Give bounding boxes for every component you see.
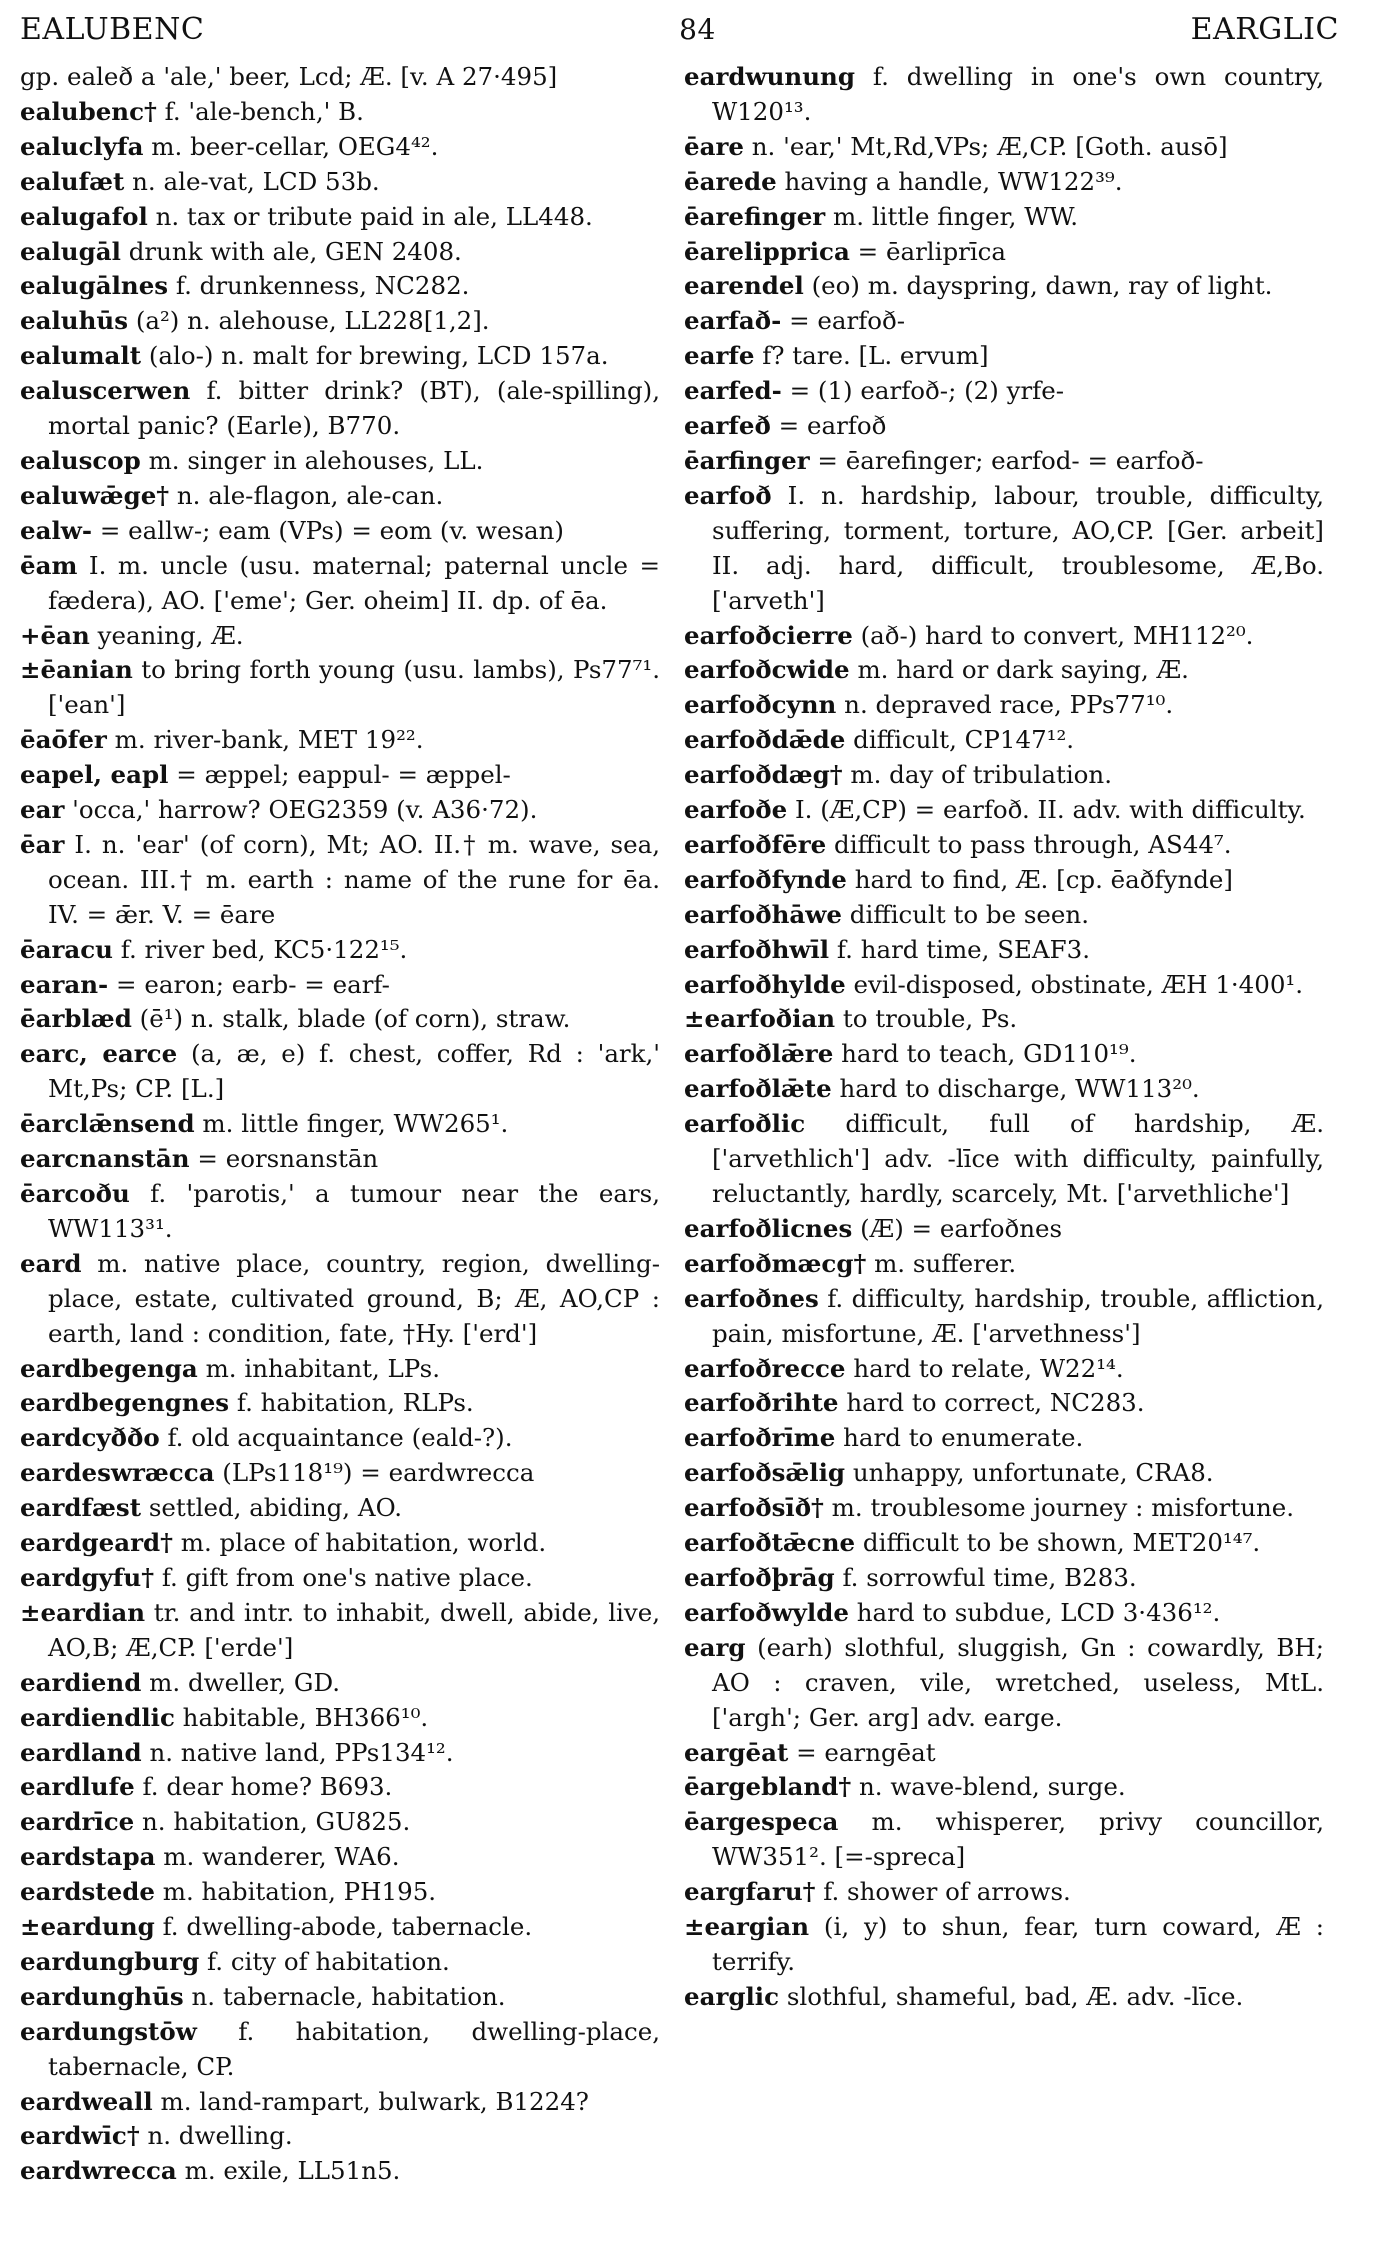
entry-headword: eargfaru†: [684, 1877, 816, 1907]
dictionary-entry: [684, 1910, 1324, 1980]
entry-headword: earglic: [684, 1981, 780, 2011]
entry-headword: earfoðhwīl: [684, 934, 830, 964]
dictionary-entry: [20, 2015, 660, 2085]
dictionary-entry: [684, 1805, 1324, 1875]
dictionary-entry: [20, 2085, 660, 2120]
dictionary-entry: [684, 793, 1324, 828]
entry-headword: earfoðlic: [684, 1109, 806, 1139]
dictionary-entry: [20, 619, 660, 654]
dictionary-entry: [20, 828, 660, 933]
entry-definition: = earon; earb- = earf-: [116, 969, 390, 999]
dictionary-entry: [684, 619, 1324, 654]
entry-headword: earfoðlicnes: [684, 1213, 853, 1243]
entry-headword: eardgyfu†: [20, 1562, 155, 1592]
entry-headword: ealuclyfa: [20, 131, 144, 161]
entry-definition: m. land-rampart, bulwark, B1224?: [160, 2086, 589, 2116]
dictionary-entry: [20, 1875, 660, 1910]
entry-headword: earfoðcierre: [684, 620, 853, 650]
entry-headword: ±eargian: [684, 1912, 810, 1942]
dictionary-entry: [684, 968, 1324, 1003]
entry-definition: m. little finger, WW.: [833, 201, 1079, 231]
dictionary-entry: [684, 269, 1324, 304]
entry-headword: eardbegengnes: [20, 1388, 230, 1418]
entry-headword: earfoðþrāg: [684, 1562, 835, 1592]
dictionary-entry: [684, 723, 1324, 758]
right-column: [684, 60, 1324, 2189]
dictionary-entry: [684, 1247, 1324, 1282]
entry-definition: m. native place, country, region, dwelling-place, estate, cultivated ground, B; Æ, AO,CP : earth, land : condition, fate, †Hy. ['erd']: [48, 1248, 660, 1348]
dictionary-entry: [20, 165, 660, 200]
dictionary-entry: [684, 339, 1324, 374]
entry-headword: ±earfoðian: [684, 1004, 836, 1034]
entry-definition: I. (Æ,CP) = earfoð. II. adv. with difficulty.: [794, 795, 1306, 825]
dictionary-entry: [684, 1421, 1324, 1456]
dictionary-entry: [20, 968, 660, 1003]
entry-headword: eardcyððo: [20, 1423, 160, 1453]
left-column: [20, 60, 660, 2189]
entry-headword: eardland: [20, 1737, 142, 1767]
entry-definition: m. place of habitation, world.: [180, 1528, 547, 1558]
dictionary-entry: [20, 1840, 660, 1875]
entry-headword: ealugāl: [20, 236, 121, 266]
dictionary-entry: [684, 60, 1324, 130]
entry-headword: earfoðsīð†: [684, 1493, 824, 1523]
entry-headword: earfeð: [684, 411, 771, 441]
entry-headword: ēaōfer: [20, 725, 107, 755]
entry-definition: = ēarefinger; earfod- = earfoð-: [817, 445, 1204, 475]
entry-definition: evil-disposed, obstinate, ÆH 1·400¹.: [853, 969, 1304, 999]
entry-definition: to bring forth young (usu. lambs), Ps77⁷¹. ['ean']: [48, 655, 660, 720]
entry-definition: f. dear home? B693.: [142, 1772, 393, 1802]
dictionary-entry: [684, 1002, 1324, 1037]
entry-headword: ēargebland†: [684, 1772, 852, 1802]
dictionary-entry: [684, 1631, 1324, 1736]
dictionary-entry: [684, 235, 1324, 270]
entry-headword: earfoð: [684, 480, 772, 510]
dictionary-entry: [684, 304, 1324, 339]
entry-headword: earfoðtǣcne: [684, 1528, 856, 1558]
dictionary-entry: [20, 1561, 660, 1596]
entry-headword: earfoðrecce: [684, 1353, 846, 1383]
entry-headword: earfoðcynn: [684, 690, 837, 720]
entry-definition: (LPs118¹⁹) = eardwrecca: [222, 1458, 535, 1488]
dictionary-entry: [20, 479, 660, 514]
header-left-guideword: EALUBENC: [20, 12, 205, 47]
entry-headword: ēare: [684, 131, 744, 161]
entry-definition: difficult to pass through, AS44⁷.: [834, 829, 1232, 859]
dictionary-entry: [20, 1736, 660, 1771]
entry-headword: eardlufe: [20, 1772, 135, 1802]
entry-headword: ēarclǣnsend: [20, 1109, 195, 1139]
entry-headword: ealuhūs: [20, 306, 129, 336]
dictionary-entry: [20, 514, 660, 549]
dictionary-entry: [20, 1421, 660, 1456]
dictionary-entry: [684, 1282, 1324, 1352]
entry-definition: = æppel; eappul- = æppel-: [176, 760, 511, 790]
dictionary-entry: [684, 479, 1324, 619]
entry-definition: f. bitter drink? (BT), (ale-spilling), mortal panic? (Earle), B770.: [48, 376, 660, 441]
entry-headword: eardungburg: [20, 1946, 200, 1976]
dictionary-entry: [684, 1352, 1324, 1387]
header-right-guideword: EARGLIC: [1190, 12, 1339, 47]
entry-definition: (ē¹) n. stalk, blade (of corn), straw.: [139, 1004, 571, 1034]
entry-headword: earfoðdæg†: [684, 760, 843, 790]
entry-definition: f. city of habitation.: [207, 1946, 450, 1976]
entry-headword: eardiend: [20, 1667, 142, 1697]
page-number: 84: [679, 13, 716, 46]
entry-headword: eardstapa: [20, 1842, 156, 1872]
dictionary-entry: [684, 374, 1324, 409]
entry-definition: having a handle, WW122³⁹.: [784, 166, 1123, 196]
entry-headword: eardwīc†: [20, 2121, 140, 2151]
columns: [20, 60, 1339, 2189]
entry-headword: eardstede: [20, 1877, 155, 1907]
dictionary-entry: [20, 444, 660, 479]
entry-definition: m. dweller, GD.: [149, 1667, 340, 1697]
entry-definition: f. dwelling in one's own country, W120¹³.: [712, 62, 1324, 126]
dictionary-entry: [20, 1596, 660, 1666]
entry-headword: ēarcoðu: [20, 1179, 130, 1208]
entry-definition: hard to teach, GD110¹⁹.: [841, 1039, 1137, 1069]
dictionary-entry: [684, 1072, 1324, 1107]
entry-headword: earfoðdǣde: [684, 725, 846, 755]
entry-headword: ±eardian: [20, 1597, 146, 1627]
entry-definition: (að-) hard to convert, MH112²⁰.: [860, 620, 1254, 650]
entry-headword: eardweall: [20, 2086, 153, 2116]
entry-headword: eardfæst: [20, 1493, 142, 1523]
entry-definition: difficult to be shown, MET20¹⁴⁷.: [862, 1528, 1261, 1558]
dictionary-entry: [20, 1352, 660, 1387]
entry-headword: earfoðmæcg†: [684, 1248, 867, 1278]
entry-definition: m. beer-cellar, OEG4⁴².: [151, 131, 439, 161]
dictionary-entry: [20, 269, 660, 304]
entry-definition: = (1) earfoð-; (2) yrfe-: [789, 376, 1064, 406]
entry-headword: ealw-: [20, 515, 93, 545]
entry-headword: eardeswræcca: [20, 1458, 215, 1488]
dictionary-entry: [20, 1107, 660, 1142]
dictionary-entry: [20, 1701, 660, 1736]
entry-definition: = eorsnanstān: [197, 1144, 379, 1174]
dictionary-entry: [20, 130, 660, 165]
entry-headword: ±eardung: [20, 1912, 155, 1942]
entry-headword: eardwrecca: [20, 2156, 177, 2186]
entry-definition: unhappy, unfortunate, CRA8.: [852, 1458, 1214, 1488]
entry-definition: difficult, full of hardship, Æ. ['arvethlich'] adv. -līce with difficulty, painfully, reluctantly, hardly, scarcely, Mt. ['arvethliche']: [712, 1109, 1324, 1208]
entry-headword: eardrīce: [20, 1807, 135, 1837]
entry-headword: ēam: [20, 550, 78, 580]
entry-definition: I. m. uncle (usu. maternal; paternal uncle = fædera), AO. ['eme'; Ger. oheim] II. dp. of ēa.: [48, 550, 660, 615]
dictionary-entry: [20, 1666, 660, 1701]
dictionary-entry: [684, 130, 1324, 165]
entry-definition: difficult to be seen.: [849, 899, 1089, 929]
entry-headword: earc, earce: [20, 1039, 178, 1069]
entry-definition: (i, y) to shun, fear, turn coward, Æ : terrify.: [712, 1912, 1324, 1976]
dictionary-entry: [20, 1456, 660, 1491]
entry-definition: gp. ealeð a 'ale,' beer, Lcd; Æ. [v. A 27·495]: [20, 62, 558, 91]
entry-definition: = earfoð: [778, 411, 887, 441]
dictionary-entry: [20, 1386, 660, 1421]
entry-headword: ēargespeca: [684, 1807, 839, 1837]
entry-definition: = eallw-; eam (VPs) = eom (v. wesan): [99, 515, 564, 545]
entry-definition: n. tabernacle, habitation.: [191, 1981, 506, 2011]
dictionary-entry: [20, 1247, 660, 1352]
entry-headword: ealumalt: [20, 341, 142, 371]
dictionary-entry: [20, 723, 660, 758]
dictionary-entry: [20, 1491, 660, 1526]
dictionary-entry: [20, 549, 660, 619]
dictionary-entry: [20, 1037, 660, 1107]
dictionary-entry: [684, 165, 1324, 200]
dictionary-entry: [20, 1770, 660, 1805]
entry-definition: 'occa,' harrow? OEG2359 (v. A36·72).: [72, 795, 538, 825]
entry-definition: (alo-) n. malt for brewing, LCD 157a.: [148, 341, 609, 371]
entry-definition: hard to subdue, LCD 3·436¹².: [856, 1597, 1221, 1627]
dictionary-entry: [20, 1177, 660, 1247]
entry-headword: earg: [684, 1632, 746, 1662]
entry-headword: ealufæt: [20, 166, 125, 196]
entry-headword: ēarefinger: [684, 201, 826, 231]
dictionary-entry: [684, 1456, 1324, 1491]
dictionary-entry: [684, 1491, 1324, 1526]
dictionary-entry: [684, 758, 1324, 793]
entry-definition: hard to relate, W22¹⁴.: [853, 1353, 1124, 1383]
entry-definition: (earh) slothful, sluggish, Gn : cowardly, BH; AO : craven, vile, wretched, useless, MtL. ['argh'; Ger. arg] adv. earge.: [712, 1632, 1324, 1732]
entry-definition: tr. and intr. to inhabit, dwell, abide, live, AO,B; Æ,CP. ['erde']: [48, 1597, 660, 1662]
entry-definition: n. depraved race, PPs77¹⁰.: [844, 690, 1174, 720]
dictionary-entry: [20, 304, 660, 339]
entry-headword: earendel: [684, 271, 804, 301]
entry-headword: earfoðlǣre: [684, 1039, 834, 1069]
entry-definition: to trouble, Ps.: [842, 1004, 1018, 1034]
entry-definition: m. troublesome journey : misfortune.: [831, 1493, 1295, 1523]
entry-definition: hard to correct, NC283.: [846, 1388, 1145, 1418]
entry-definition: (a²) n. alehouse, LL228[1,2].: [135, 306, 490, 336]
entry-definition: f. sorrowful time, B283.: [842, 1562, 1137, 1592]
dictionary-entry: [20, 2154, 660, 2189]
entry-headword: earfoðe: [684, 795, 788, 825]
dictionary-entry: [684, 1875, 1324, 1910]
entry-headword: earfoðfynde: [684, 864, 847, 894]
entry-definition: n. dwelling.: [147, 2121, 293, 2151]
entry-definition: n. tax or tribute paid in ale, LL448.: [155, 201, 593, 231]
dictionary-entry: [684, 1526, 1324, 1561]
dictionary-entry: [20, 1945, 660, 1980]
dictionary-entry: [20, 95, 660, 130]
entry-definition: f. habitation, dwelling-place, tabernacle, CP.: [48, 2016, 660, 2081]
entry-definition: (Æ) = earfoðnes: [860, 1213, 1063, 1243]
entry-headword: eardgeard†: [20, 1528, 173, 1558]
entry-headword: earfoðcwide: [684, 655, 850, 685]
dictionary-entry: [20, 200, 660, 235]
dictionary-entry: [20, 653, 660, 723]
dictionary-entry: [20, 1980, 660, 2015]
entry-definition: m. exile, LL51n5.: [184, 2156, 401, 2186]
dictionary-entry: [684, 828, 1324, 863]
entry-headword: earfoðlǣte: [684, 1074, 832, 1104]
entry-headword: ealugālnes: [20, 271, 169, 301]
entry-definition: n. 'ear,' Mt,Rd,VPs; Æ,CP. [Goth. ausō]: [751, 131, 1228, 161]
dictionary-entry: [20, 1805, 660, 1840]
entry-definition: habitable, BH366¹⁰.: [182, 1702, 429, 1732]
entry-headword: ear: [20, 795, 65, 825]
dictionary-entry: [20, 374, 660, 444]
entry-headword: ēarede: [684, 166, 777, 196]
entry-definition: drunk with ale, GEN 2408.: [128, 236, 462, 266]
entry-definition: n. habitation, GU825.: [142, 1807, 411, 1837]
entry-definition: m. inhabitant, LPs.: [205, 1353, 440, 1383]
dictionary-entry: [20, 933, 660, 968]
entry-headword: ēarblæd: [20, 1004, 132, 1034]
dictionary-entry: [20, 235, 660, 270]
entry-definition: f. difficulty, hardship, trouble, affliction, pain, misfortune, Æ. ['arvethness']: [712, 1283, 1324, 1348]
entry-definition: n. wave-blend, surge.: [858, 1772, 1126, 1802]
entry-headword: earan-: [20, 969, 109, 999]
dictionary-entry: [684, 688, 1324, 723]
entry-definition: I. n. 'ear' (of corn), Mt; AO. II.† m. wave, sea, ocean. III.† m. earth : name of the rune for ēa. IV. = ǣr. V. = ēare: [48, 829, 660, 929]
entry-definition: m. singer in alehouses, LL.: [148, 445, 484, 475]
dictionary-entry: [684, 1596, 1324, 1631]
entry-headword: earfe: [684, 341, 755, 371]
entry-definition: f. gift from one's native place.: [161, 1562, 533, 1592]
entry-headword: ealubenc†: [20, 96, 157, 126]
running-header: [20, 12, 1339, 56]
dictionary-entry: [20, 2119, 660, 2154]
entry-headword: earfoðrīme: [684, 1423, 836, 1453]
entry-headword: ēar: [20, 829, 65, 859]
dictionary-entry: [684, 444, 1324, 479]
entry-headword: ealuscerwen: [20, 376, 191, 406]
dictionary-entry: [684, 1386, 1324, 1421]
entry-definition: = earngēat: [796, 1737, 936, 1767]
entry-definition: slothful, shameful, bad, Æ. adv. -līce.: [786, 1981, 1244, 2011]
entry-headword: earfoðhylde: [684, 969, 846, 999]
entry-definition: f. shower of arrows.: [823, 1877, 1071, 1907]
dictionary-entry: [684, 1980, 1324, 2015]
entry-definition: f. drunkenness, NC282.: [175, 271, 470, 301]
entry-headword: eard: [20, 1248, 82, 1278]
entry-headword: eardungstōw: [20, 2016, 197, 2046]
entry-definition: m. habitation, PH195.: [162, 1877, 437, 1907]
entry-headword: +ēan: [20, 620, 90, 650]
dictionary-entry: [684, 1770, 1324, 1805]
dictionary-entry: [20, 1910, 660, 1945]
dictionary-entry: [684, 1107, 1324, 1212]
entry-headword: earfoðfēre: [684, 829, 827, 859]
entry-definition: f? tare. [L. ervum]: [762, 341, 989, 371]
entry-headword: earfað-: [684, 306, 782, 336]
entry-definition: difficult, CP147¹².: [853, 725, 1075, 755]
entry-definition: (a, æ, e) f. chest, coffer, Rd : 'ark,' Mt,Ps; CP. [L.]: [48, 1039, 661, 1104]
entry-headword: ēarfinger: [684, 445, 810, 475]
entry-definition: n. ale-flagon, ale-can.: [176, 480, 444, 510]
entry-definition: f. river bed, KC5·122¹⁵.: [120, 934, 408, 964]
dictionary-entry: [20, 758, 660, 793]
entry-definition: m. whisperer, privy councillor, WW351². [=-spreca]: [712, 1807, 1324, 1872]
entry-headword: eargēat: [684, 1737, 789, 1767]
dictionary-entry: [684, 200, 1324, 235]
dictionary-entry: [684, 1037, 1324, 1072]
dictionary-entry: [684, 1212, 1324, 1247]
entry-headword: ēaracu: [20, 934, 113, 964]
entry-definition: m. day of tribulation.: [850, 760, 1112, 790]
entry-headword: earcnanstān: [20, 1144, 190, 1174]
entry-definition: (eo) m. dayspring, dawn, ray of light.: [811, 271, 1273, 301]
entry-headword: earfoðhāwe: [684, 899, 842, 929]
dictionary-entry: [20, 339, 660, 374]
entry-definition: m. hard or dark saying, Æ.: [857, 655, 1189, 685]
entry-definition: m. little finger, WW265¹.: [202, 1109, 509, 1139]
entry-definition: I. n. hardship, labour, trouble, difficulty, suffering, torment, torture, AO,CP. [Ger. arbeit] II. adj. hard, difficult, troublesome, Æ,Bo. ['arveth']: [712, 480, 1324, 615]
dictionary-entry: [20, 1142, 660, 1177]
dictionary-entry: [684, 898, 1324, 933]
dictionary-entry: [684, 1561, 1324, 1596]
dictionary-entry: [684, 409, 1324, 444]
entry-definition: n. ale-vat, LCD 53b.: [132, 166, 380, 196]
entry-headword: ±ēanian: [20, 655, 133, 685]
entry-headword: eardwunung: [684, 62, 855, 91]
entry-definition: settled, abiding, AO.: [148, 1493, 403, 1523]
dictionary-entry: [20, 60, 660, 95]
entry-definition: f. 'parotis,' a tumour near the ears, WW113³¹.: [48, 1179, 660, 1243]
entry-headword: earfoðnes: [684, 1283, 819, 1313]
entry-headword: ealuscop: [20, 445, 141, 475]
entry-definition: = ēarliprīca: [857, 236, 1007, 266]
entry-definition: f. old acquaintance (eald-?).: [167, 1423, 513, 1453]
entry-definition: hard to find, Æ. [cp. ēaðfynde]: [854, 864, 1233, 894]
entry-definition: m. sufferer.: [874, 1248, 1017, 1278]
entry-definition: hard to discharge, WW113²⁰.: [839, 1074, 1200, 1104]
entry-definition: hard to enumerate.: [843, 1423, 1084, 1453]
dictionary-entry: [684, 653, 1324, 688]
dictionary-entry: [20, 1526, 660, 1561]
entry-definition: m. wanderer, WA6.: [163, 1842, 400, 1872]
entry-definition: m. river-bank, MET 19²².: [114, 725, 424, 755]
entry-definition: f. dwelling-abode, tabernacle.: [162, 1912, 533, 1942]
entry-headword: earfed-: [684, 376, 782, 406]
entry-headword: eardunghūs: [20, 1981, 184, 2011]
entry-definition: f. 'ale-bench,' B.: [164, 96, 364, 126]
dictionary-entry: [20, 1002, 660, 1037]
dictionary-entry: [684, 1736, 1324, 1771]
entry-definition: f. habitation, RLPs.: [236, 1388, 474, 1418]
entry-definition: f. hard time, SEAF3.: [836, 934, 1090, 964]
entry-headword: earfoðrihte: [684, 1388, 839, 1418]
entry-definition: yeaning, Æ.: [97, 620, 244, 650]
dictionary-entry: [20, 793, 660, 828]
entry-headword: eardiendlic: [20, 1702, 175, 1732]
entry-headword: ealuwǣge†: [20, 480, 170, 510]
entry-headword: eapel, eapl: [20, 760, 169, 790]
entry-definition: = earfoð-: [789, 306, 906, 336]
entry-definition: n. native land, PPs134¹².: [149, 1737, 454, 1767]
dictionary-entry: [684, 863, 1324, 898]
entry-headword: ealugafol: [20, 201, 148, 231]
entry-headword: eardbegenga: [20, 1353, 198, 1383]
entry-headword: ēarelipprica: [684, 236, 850, 266]
dictionary-entry: [684, 933, 1324, 968]
entry-headword: earfoðsǣlig: [684, 1458, 846, 1488]
entry-headword: earfoðwylde: [684, 1597, 849, 1627]
